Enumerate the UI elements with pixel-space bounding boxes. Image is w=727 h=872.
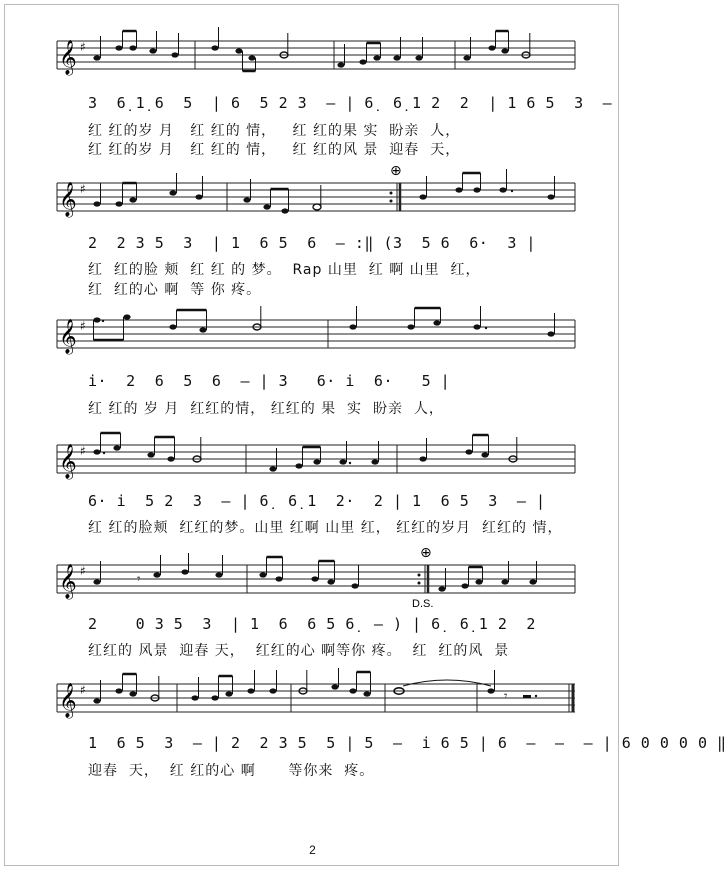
lyric-line-1b: 红 红的岁 月 红 红的 情， 红 红的风 景 迎春 天， (88, 142, 461, 158)
lyric-line-6a: 迎春 天， 红 红的心 啊 等你来 疼。 (88, 763, 375, 779)
treble-clef-icon: 𝄞 (59, 182, 77, 217)
key-signature-sharp-icon: ♯ (80, 683, 86, 697)
staff-4 (57, 445, 575, 487)
lyric-line-2a: 红 红的脸 颊 红 红 的 梦。 Rap 山里 红 啊 山里 红， (88, 262, 481, 278)
eighth-rest-icon: 𝄾 (504, 689, 508, 704)
lyric-line-4a: 红 红的脸颊 红红的梦。山里 红啊 山里 红， 红红的岁月 红红的 情， (88, 520, 563, 536)
treble-clef-icon: 𝄞 (59, 319, 77, 354)
jianpu-line-1: 3 6̣ 1̣ 6 5 | 6 5 2 3 — | 6̣ 6̣ 1 2 2 | 1 6 5 3 — (88, 94, 613, 112)
treble-clef-icon: 𝄞 (59, 564, 77, 599)
eighth-rest-icon: 𝄾 (137, 572, 141, 587)
staff-2 (57, 163, 575, 225)
treble-clef-icon: 𝄞 (59, 40, 77, 75)
key-signature-sharp-icon: ♯ (80, 319, 86, 333)
jianpu-line-2: 2 2 3 5 3 | 1 6 5 6 — :‖ (3 5 6 6· 3 | (88, 234, 536, 252)
page-number: 2 (309, 843, 316, 857)
jianpu-line-5: 2 0 3 5 3 | 1 6 6 5 6̣ — ) | 6̣ 6̣ 1 2 2 (88, 615, 536, 633)
jianpu-line-4: 6· i 5 2 3 — | 6̣ 6̣ 1 2· 2 | 1 6 5 3 — | (88, 492, 546, 510)
lyric-line-2b: 红 红的心 啊 等 你 疼。 (88, 282, 262, 298)
jianpu-line-6: 1 6 5 3 — | 2 2 3 5 5 | 5 — i 6 5 | 6 — — — | 6 0 0 0 0 ‖ (88, 734, 727, 752)
staff-6 (57, 684, 575, 726)
key-signature-sharp-icon: ♯ (80, 40, 86, 54)
staff-3 (57, 320, 575, 362)
key-signature-sharp-icon: ♯ (80, 444, 86, 458)
key-signature-sharp-icon: ♯ (80, 182, 86, 196)
lyric-line-3a: 红 红的 岁 月 红红的情， 红红的 果 实 盼亲 人， (88, 401, 444, 417)
jianpu-line-3: i· 2 6 5 6 — | 3 6· i 6· 5 | (88, 372, 451, 390)
staff-lines-1 (57, 41, 575, 83)
staff-lines-5 (57, 545, 575, 610)
staff-lines-3 (57, 320, 575, 362)
staff-lines-2 (57, 163, 575, 225)
lyric-line-5a: 红红的 风景 迎春 天， 红红的心 啊等你 疼。 红 红的风 景 (88, 643, 510, 659)
key-signature-sharp-icon: ♯ (80, 564, 86, 578)
ds-marker: D.S. (412, 598, 434, 610)
staff-5 (57, 545, 575, 610)
half-rest-icon (523, 695, 531, 698)
staff-1 (57, 41, 575, 83)
lyric-line-1a: 红 红的岁 月 红 红的 情， 红 红的果 实 盼亲 人， (88, 123, 461, 139)
treble-clef-icon: 𝄞 (59, 444, 77, 479)
staff-lines-6 (57, 684, 575, 726)
coda-icon: ⊕ (390, 163, 402, 179)
staff-lines-4 (57, 445, 575, 487)
treble-clef-icon: 𝄞 (59, 683, 77, 718)
coda-icon: ⊕ (420, 545, 432, 561)
